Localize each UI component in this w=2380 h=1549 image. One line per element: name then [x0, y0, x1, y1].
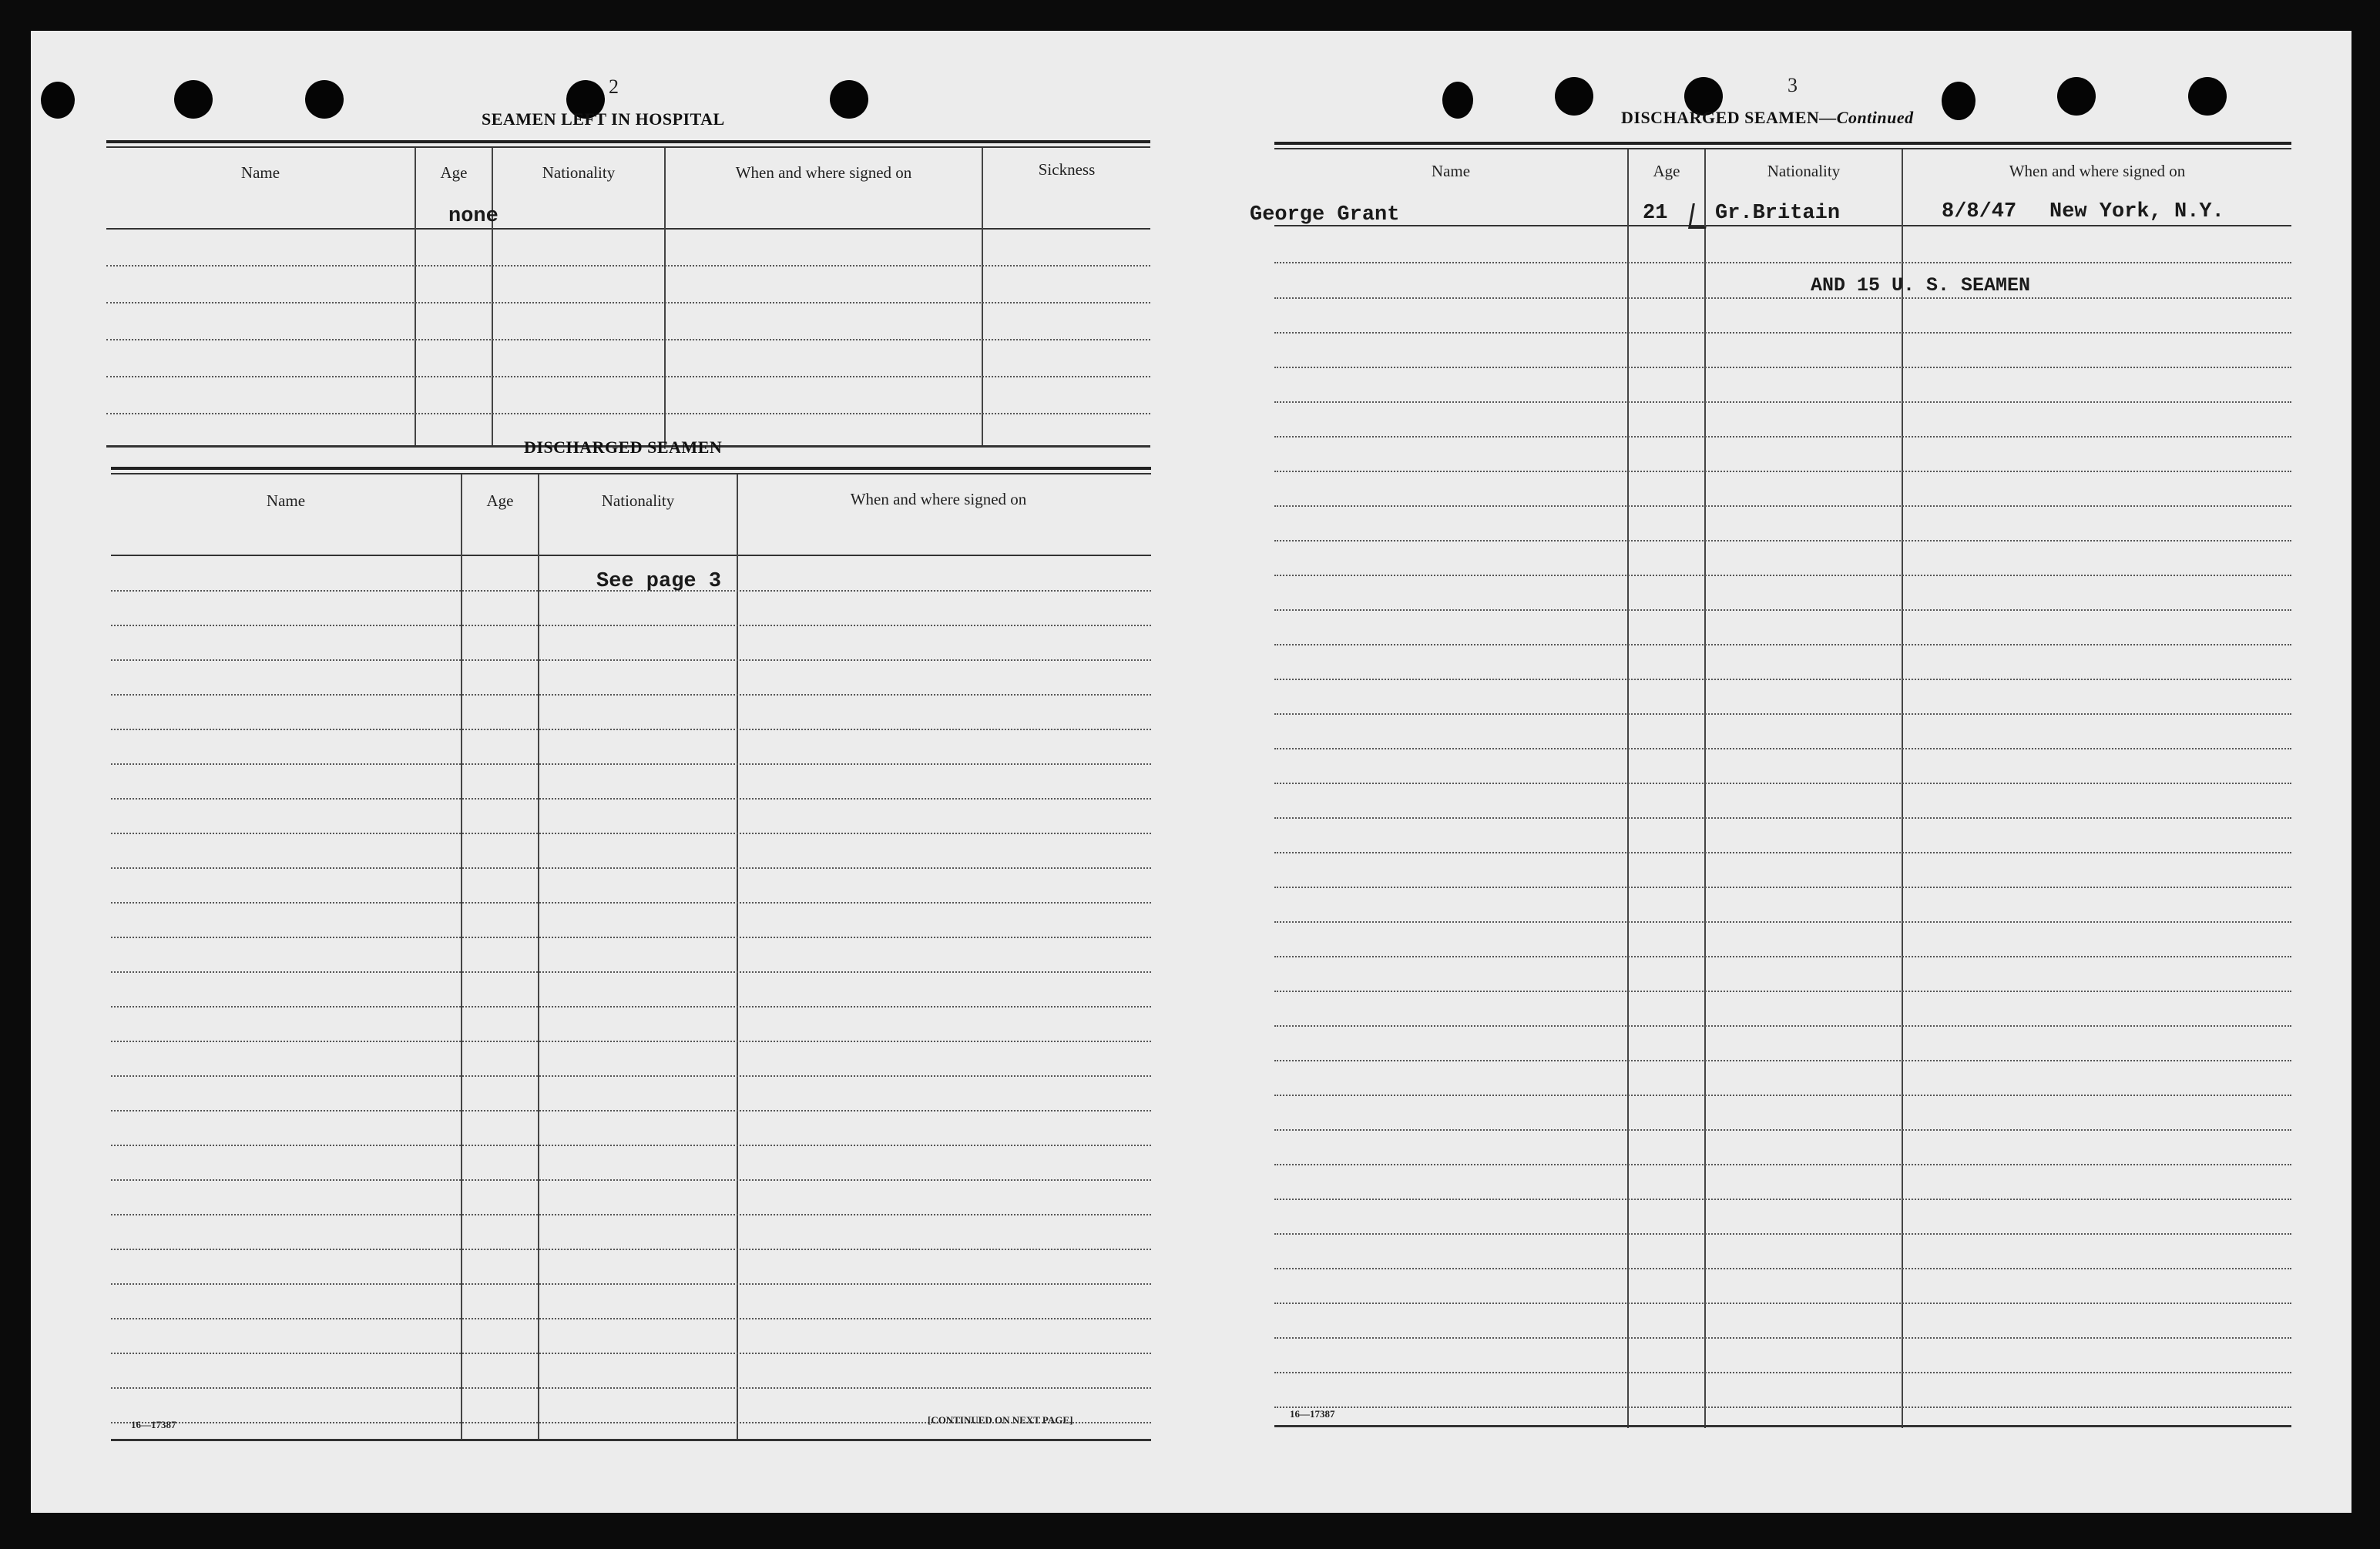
- hospital-table: [106, 140, 1150, 448]
- column-header-nationality: Nationality: [542, 163, 616, 182]
- column-header-name: Name: [1431, 162, 1471, 180]
- discharged-table-right: [1274, 142, 2291, 1430]
- column-header-age: Age: [486, 491, 514, 510]
- hospital-entry: none: [448, 205, 498, 228]
- title-main: DISCHARGED SEAMEN: [1621, 108, 1820, 127]
- punch-hole: [305, 80, 344, 119]
- discharged-entry: See page 3: [596, 570, 722, 593]
- punch-hole: [1555, 77, 1593, 116]
- continued-note: [CONTINUED ON NEXT PAGE]: [928, 1414, 1073, 1426]
- us-seamen-note: AND 15 U. S. SEAMEN: [1811, 274, 2031, 297]
- page-number: 3: [1788, 74, 1798, 96]
- form-number: 16—17387: [131, 1419, 176, 1430]
- column-header-name: Name: [240, 163, 280, 182]
- punch-hole: [1442, 82, 1473, 119]
- discharged-continued-title: [1621, 108, 1914, 128]
- punch-hole: [2188, 77, 2227, 116]
- punch-hole: [2057, 77, 2096, 116]
- punch-hole: [830, 80, 868, 119]
- column-header-sickness: Sickness: [1038, 160, 1096, 179]
- title-continued: —Continued: [1819, 108, 1914, 127]
- discharged-section-title: DISCHARGED SEAMEN: [524, 438, 723, 457]
- discharged-table-left: [111, 467, 1151, 1440]
- column-header-age: Age: [1653, 162, 1680, 180]
- column-header-nationality: Nationality: [1767, 162, 1841, 180]
- punch-hole: [174, 80, 213, 119]
- column-header-nationality: Nationality: [601, 491, 675, 510]
- punch-hole: [1942, 82, 1976, 120]
- signed-on-place: New York, N.Y.: [2049, 200, 2224, 223]
- column-header-signed-on: When and where signed on: [735, 163, 912, 182]
- document-sheet: [31, 31, 2351, 1513]
- page-number: 2: [609, 75, 619, 98]
- seaman-name: George Grant: [1250, 203, 1400, 226]
- punch-hole: [41, 82, 75, 119]
- signed-on-date: 8/8/47: [1942, 200, 2017, 223]
- form-number: 16—17387: [1290, 1408, 1335, 1420]
- column-header-signed-on: When and where signed on: [850, 490, 1027, 508]
- column-header-name: Name: [266, 491, 306, 510]
- seaman-nationality: Gr.Britain: [1715, 202, 1841, 225]
- column-header-age: Age: [440, 163, 468, 182]
- seaman-age: 21: [1643, 202, 1668, 225]
- hospital-section-title: SEAMEN LEFT IN HOSPITAL: [482, 109, 725, 129]
- column-header-signed-on: When and where signed on: [2009, 162, 2186, 180]
